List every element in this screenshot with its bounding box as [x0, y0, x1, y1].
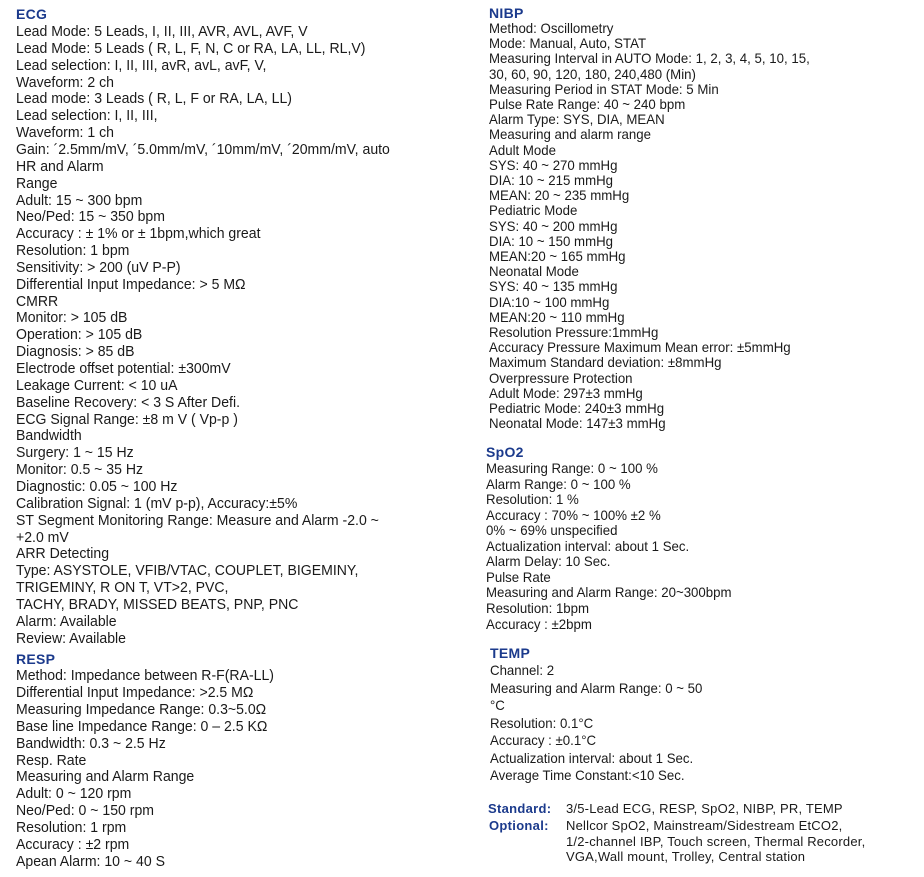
resp-spec-line: Differential Input Impedance: >2.5 MΩ — [16, 684, 254, 701]
ecg-spec-line: Differential Input Impedance: > 5 MΩ — [16, 276, 246, 293]
resp-spec-line: Resolution: 1 rpm — [16, 820, 127, 837]
ecg-spec-line: Gain: ´2.5mm/mV, ´5.0mm/mV, ´10mm/mV, ´20mm/mV, auto — [16, 141, 390, 158]
ecg-spec-line: Review: Available — [16, 630, 126, 647]
ecg-spec-line: Lead Mode: 5 Leads ( R, L, F, N, C or RA, LA, LL, RL,V) — [16, 40, 366, 57]
nibp-spec-line: SYS: 40 ~ 200 mmHg — [489, 218, 618, 234]
ecg-spec-line: Diagnosis: > 85 dB — [16, 344, 135, 361]
nibp-spec-line: Resolution Pressure:1mmHg — [489, 325, 659, 340]
spo2-spec-line: 0% ~ 69% unspecified — [486, 523, 618, 539]
nibp-spec-line: MEAN:20 ~ 110 mmHg — [489, 309, 625, 325]
temp-spec-line: Channel: 2 — [490, 663, 555, 678]
spo2-spec-line: Resolution: 1 % — [486, 492, 579, 508]
ecg-spec-line: HR and Alarm — [16, 158, 104, 175]
nibp-spec-line: Pulse Rate Range: 40 ~ 240 bpm — [489, 97, 686, 112]
resp-spec-line: Resp. Rate — [16, 752, 87, 769]
ecg-spec-line: Resolution: 1 bpm — [16, 243, 130, 260]
ecg-spec-line: Adult: 15 ~ 300 bpm — [16, 192, 143, 209]
nibp-spec-line: Maximum Standard deviation: ±8mmHg — [489, 355, 722, 371]
ecg-spec-line: Operation: > 105 dB — [16, 327, 143, 344]
optional-line: VGA,Wall mount, Trolley, Central station — [566, 849, 806, 864]
nibp-spec-line: Overpressure Protection — [489, 370, 633, 386]
spo2-spec-line: Pulse Rate — [486, 569, 551, 585]
nibp-spec-line: MEAN: 20 ~ 235 mmHg — [489, 188, 630, 204]
ecg-heading: ECG — [16, 6, 48, 22]
ecg-spec-line: ST Segment Monitoring Range: Measure and Alarm -2.0 ~ — [16, 512, 379, 529]
nibp-spec-line: Measuring and alarm range — [489, 127, 651, 143]
ecg-spec-line: Monitor: > 105 dB — [16, 310, 128, 327]
resp-spec-line: Base line Impedance Range: 0 – 2.5 KΩ — [16, 718, 268, 735]
ecg-spec-line: Range — [16, 175, 58, 192]
spo2-spec-line: Actualization interval: about 1 Sec. — [486, 538, 690, 554]
spo2-spec-line: Measuring and Alarm Range: 20~300bpm — [486, 585, 732, 601]
spo2-spec-line: Accuracy : ±2bpm — [486, 616, 592, 632]
nibp-spec-line: MEAN:20 ~ 165 mmHg — [489, 249, 626, 264]
nibp-spec-line: Neonatal Mode: 147±3 mmHg — [489, 416, 666, 432]
ecg-spec-line: Alarm: Available — [16, 613, 117, 630]
ecg-spec-line: TACHY, BRADY, MISSED BEATS, PNP, PNC — [16, 596, 299, 613]
resp-spec-line: Accuracy : ±2 rpm — [16, 837, 130, 853]
ecg-spec-line: Lead mode: 3 Leads ( R, L, F or RA, LA, LL) — [16, 91, 292, 108]
temp-spec-line: Actualization interval: about 1 Sec. — [490, 750, 694, 766]
nibp-spec-line: 30, 60, 90, 120, 180, 240,480 (Min) — [489, 66, 696, 82]
nibp-spec-line: Adult Mode — [489, 142, 557, 158]
ecg-spec-line: TRIGEMINY, R ON T, VT>2, PVC, — [16, 580, 229, 597]
spo2-spec-line: Measuring Range: 0 ~ 100 % — [486, 461, 658, 476]
ecg-spec-line: Leakage Current: < 10 uA — [16, 377, 178, 394]
ecg-spec-line: Waveform: 2 ch — [16, 74, 114, 91]
ecg-spec-line: Monitor: 0.5 ~ 35 Hz — [16, 462, 144, 479]
temp-spec-line: Accuracy : ±0.1°C — [490, 733, 597, 748]
ecg-spec-line: ECG Signal Range: ±8 m V ( Vp-p ) — [16, 411, 238, 428]
ecg-spec-line: Lead Mode: 5 Leads, I, II, III, AVR, AVL, AVF, V — [16, 24, 308, 40]
resp-spec-line: Apean Alarm: 10 ~ 40 S — [16, 853, 165, 870]
nibp-spec-line: Mode: Manual, Auto, STAT — [489, 36, 647, 52]
resp-heading: RESP — [16, 651, 56, 667]
standard-value: 3/5-Lead ECG, RESP, SpO2, NIBP, PR, TEMP — [566, 801, 843, 816]
ecg-spec-line: Neo/Ped: 15 ~ 350 bpm — [16, 209, 165, 226]
spo2-heading: SpO2 — [486, 444, 524, 460]
nibp-spec-line: Measuring Interval in AUTO Mode: 1, 2, 3, 4, 5, 10, 15, — [489, 51, 810, 67]
ecg-spec-line: CMRR — [16, 293, 59, 310]
temp-spec-line: °C — [490, 698, 505, 713]
nibp-spec-line: SYS: 40 ~ 135 mmHg — [489, 279, 618, 295]
nibp-spec-line: DIA: 10 ~ 215 mmHg — [489, 173, 614, 188]
ecg-spec-line: Bandwidth — [16, 428, 82, 445]
resp-spec-line: Bandwidth: 0.3 ~ 2.5 Hz — [16, 735, 166, 752]
temp-spec-line: Measuring and Alarm Range: 0 ~ 50 — [490, 680, 703, 696]
resp-spec-line: Neo/Ped: 0 ~ 150 rpm — [16, 803, 155, 820]
spo2-spec-line: Alarm Delay: 10 Sec. — [486, 554, 611, 570]
nibp-spec-line: DIA: 10 ~ 150 mmHg — [489, 233, 614, 249]
spo2-spec-line: Resolution: 1bpm — [486, 600, 590, 616]
temp-heading: TEMP — [490, 645, 531, 661]
nibp-spec-line: Pediatric Mode: 240±3 mmHg — [489, 401, 665, 416]
resp-spec-line: Measuring Impedance Range: 0.3~5.0Ω — [16, 701, 267, 718]
temp-spec-line: Resolution: 0.1°C — [490, 715, 594, 731]
resp-spec-line: Adult: 0 ~ 120 rpm — [16, 786, 132, 803]
nibp-spec-line: DIA:10 ~ 100 mmHg — [489, 294, 610, 310]
ecg-spec-line: Lead selection: I, II, III, avR, avL, avF, V, — [16, 57, 267, 74]
ecg-spec-line: Diagnostic: 0.05 ~ 100 Hz — [16, 478, 178, 495]
nibp-spec-line: Accuracy Pressure Maximum Mean error: ±5mmHg — [489, 340, 791, 356]
nibp-spec-line: Alarm Type: SYS, DIA, MEAN — [489, 112, 665, 128]
optional-line: 1/2-channel IBP, Touch screen, Thermal Recorder, — [566, 833, 866, 849]
ecg-spec-line: Type: ASYSTOLE, VFIB/VTAC, COUPLET, BIGEMINY, — [16, 563, 359, 580]
resp-spec-line: Measuring and Alarm Range — [16, 769, 195, 786]
ecg-spec-line: Surgery: 1 ~ 15 Hz — [16, 445, 134, 462]
optional-label: Optional: — [489, 818, 549, 833]
temp-spec-line: Average Time Constant:<10 Sec. — [490, 768, 685, 783]
ecg-spec-line: Accuracy : ± 1% or ± 1bpm,which great — [16, 226, 261, 243]
nibp-spec-line: SYS: 40 ~ 270 mmHg — [489, 157, 618, 173]
nibp-spec-line: Adult Mode: 297±3 mmHg — [489, 385, 643, 401]
ecg-spec-line: Baseline Recovery: < 3 S After Defi. — [16, 394, 240, 411]
resp-spec-line: Method: Impedance between R-F(RA-LL) — [16, 668, 274, 684]
ecg-spec-line: ARR Detecting — [16, 546, 110, 563]
nibp-heading: NIBP — [489, 5, 524, 21]
spo2-spec-line: Alarm Range: 0 ~ 100 % — [486, 476, 631, 492]
ecg-spec-line: Electrode offset potential: ±300mV — [16, 361, 231, 377]
nibp-spec-line: Pediatric Mode — [489, 203, 578, 219]
nibp-spec-line: Measuring Period in STAT Mode: 5 Min — [489, 81, 719, 97]
ecg-spec-line: Lead selection: I, II, III, — [16, 108, 158, 125]
spo2-spec-line: Accuracy : 70% ~ 100% ±2 % — [486, 507, 661, 523]
nibp-spec-line: Neonatal Mode — [489, 264, 579, 280]
ecg-spec-line: Sensitivity: > 200 (uV P-P) — [16, 259, 181, 276]
ecg-spec-line: +2.0 mV — [16, 529, 69, 546]
optional-line: Nellcor SpO2, Mainstream/Sidestream EtCO2, — [566, 818, 843, 833]
ecg-spec-line: Calibration Signal: 1 (mV p-p), Accuracy:±5% — [16, 495, 298, 512]
standard-label: Standard: — [488, 801, 552, 816]
nibp-spec-line: Method: Oscillometry — [489, 21, 614, 36]
ecg-spec-line: Waveform: 1 ch — [16, 125, 114, 142]
